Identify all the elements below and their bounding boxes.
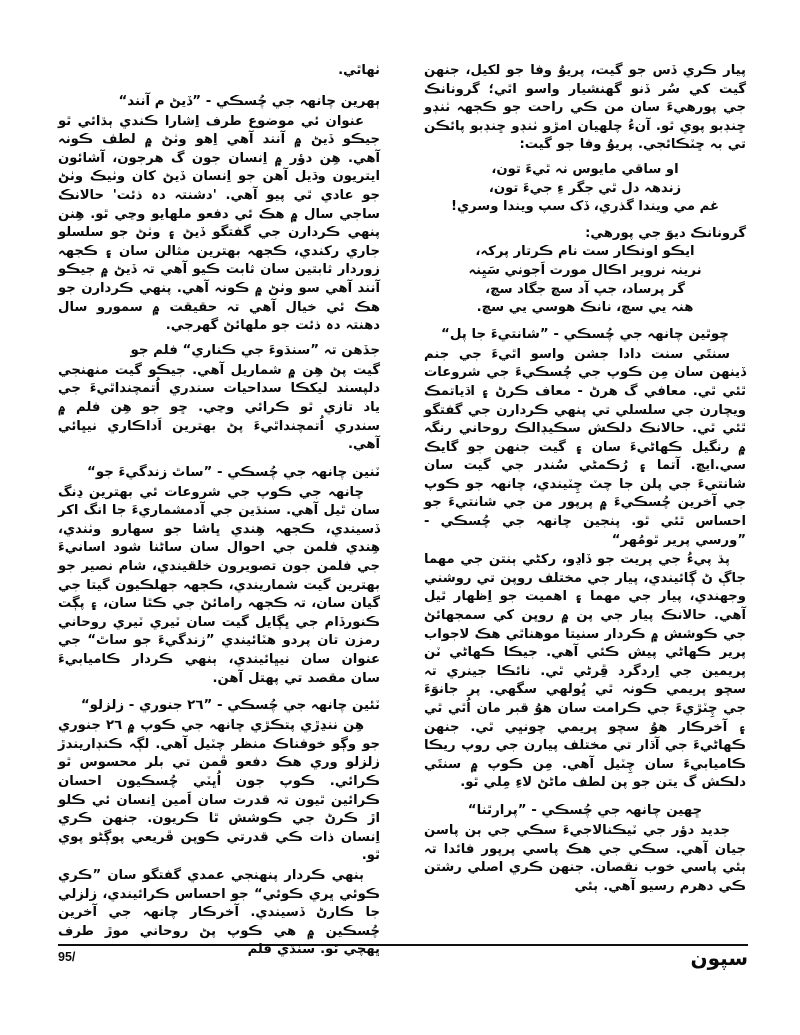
verse-line: غم مي ويندا گذري، ڏک سپ ويندا وسري!	[450, 199, 720, 215]
verse-line: او ساقي مايوس نہ ٿيءَ تون،	[491, 161, 679, 177]
verse-line: زندهہ دل ٿي جگر ءِ جيءَ تون،	[488, 180, 682, 196]
masthead-title: سپون	[690, 946, 748, 970]
right-paragraph-3: چانهہ جي ڪوپ جي شروعات ئي بهترين ڍنگ سان ٿيل آهي. سنڌين جي آدمشماريءَ جا انگ اکر ڏسيندي، ڪجهہ هِندي ڀاشا جو سهارو وٺندي، هِندي فلمن جي احوال سان ساڻنا شود اسانيءَ جي فلمن جون تصويرون خلقيندي، شام نصير جو بهترين گيت شماريندي، ڪجهہ جهلڪيون گيتا جي گيان سان، تہ ڪجهہ رامائڻ جي ڪٿا سان، ۽ پڳت ڪنورڏام جي ڀڳايل گيت سان ٽيري ٽيري روحاني رمزن تان پردو هٽائيندي ”زندگيءَ جو ساٿ“ جي عنوان سان نيڀائيندي، ٻنهي ڪردار ڪاميابيءَ سان مقصد تي پهتل آهن.	[58, 484, 380, 686]
heading-doosrin-chanh-ji-chuski: ٻهرين چانهہ جي چُسڪي - ”ڏيڻ م آنند“	[118, 93, 380, 109]
right-paragraph-0: ٺهاٿي.	[338, 63, 380, 78]
heading-chothin-chanh-ji-chuski: چوٿين چانهہ جي چُسڪي - ”شانتيءَ جا پل“	[441, 326, 729, 342]
heading-26-january-zalzalo: ٽئين چانهہ جي چُسڪي - ”٢٦ جنوري - زلزلو“	[80, 698, 380, 714]
verse-line: ايڪو اونڪار ست نام ڪرتار پرکہ،	[475, 244, 695, 260]
spacer	[424, 318, 746, 320]
left-paragraph-3: پڌ پيءُ جي پريت جو ڏاڍو، رکڻي ٻنتن جي مهما جاڳ ڻ ڳائيندي، پيار جي مختلف روپن تي روشني وجهندي، پيار جي مهما ۽ اهميت جو اِظهار ٿيل آهي. حالانڪ پيار جي پن ۾ روپن کي سمجهائڻ جي ڪوشش ۾ ڪردار سنيتا موهناٿي هڪ لاجواب پرير ڪهاڻي پيش ڪئي آهي. جيڪا ڪهاڻي ٽن پريمين جي اِردگرد ڦِرڻي ٿي. نائڪا جينري تہ سچو پريمي ڪونہ ٿي ڀُولهي سگهي. پر جانوَءَ جي چِٽڙيءَ جي ڪرامت سان هوُ قبر مان اُٿي ٿي ۽ آخرڪار هوُ سچو پريمي چونڀي ٿي. جنهن ڪهاڻيءَ جي آڌار تي مختلف پيارن جي روپ ريڪا ڪاميابيءَ سان چِٽيل آهي. مِن ڪوپ ۾ سنتَي دلڪش گ يتن جو پن لطف ماڻڻ لاءِ مِلي ٿو.	[424, 552, 746, 791]
left-paragraph-2: سنتَي سنت دادا جشن واسو اٿيءَ جي جنم ڏينهن سان مِن ڪوپ جي چُسڪيءَ جي شروعات ٿئي ٿي. معافي گ هرڻ - معاف ڪرڻ ۽ اڌياتمڪ ويچارن جي سلسلي تي پنهي ڪردارن جي گفتگو ٿئي ٿي. حالانڪ دلڪش سڪيڊالڪ روحاني رنگہ ۾ رنگيل ڪهاڻيءَ سان ۽ گيت جنهن جو گايڪ سي.ايڇ. آتما ۽ رُڪمڻي سُندر جي گيت سان شانتيءَ جي پلن جا چٽ چِٽيندي، چانهہ جو ڪوپ جي آخرين چُسڪيءَ ۾ پرپور من جي شانتيءَ جو احساس ٿئي ٿو. پنجين چانهہ جي چُسڪي - ”ورسي پرير ٿومُهر“	[424, 346, 746, 548]
spacer	[58, 456, 380, 458]
verse-line: نرينہ نروير اڪال مورت اَجوني سَيِنہ	[468, 262, 702, 278]
right-paragraph-1: عنوان ئي موضوع طرف اِشارا ڪندي ٻڌائي ٿو جيڪو ڏيڻ ۾ آنند آهي اِهو وٺڻ ۾ لطف ڪونہ آهي. هِن دؤر ۾ اِنسان جون گ هرجون، آشائون ايتريون وڌيل آهن جو اِنسان ڏيڻ کان وٺيڪ وٺڻ جو عادي ٿي پيو آهي. 'دشنتہ دہ ذئت' حالانڪ ساجي سال ۾ هڪ ئي دفعو ملهايو وڃي ٿو. هِنن پنهي ڪردارن جي گفتگو ڏيڻ ۽ وٺڻ جو سلسلو جاري رکندي، ڪجهہ بهترين مثالن سان ۽ ڪجهہ زوردار ثابتين سان ثابت ڪيو آهي تہ ڏيڻ ۾ جيڪو آنند آهي سو وٺڻ ۾ ڪونہ آهي. پنهي ڪردارن جو هڪ ئي خيال آهي تہ حقيقت ۾ سمورو سال دهنتہ دہ ذئت جو ملهائڻ گهرجي.	[58, 113, 380, 334]
page-number: 95/	[58, 950, 76, 964]
verse-line: گر پرساد، جپ آد سچ جگاد سچ،	[485, 281, 685, 297]
heading-saath-zindagi-jo: ٽنين چانهہ جي چُسڪي - ”ساٿ زندگيءَ جو“	[87, 464, 380, 480]
right-paragraph-2: گيت پڻ هِن ۾ شماريل آهي. جيڪو گيت منهنجي دلپسند ليکڪا سداحيات سندري اُتمچنداٿيءَ جي ياد تازي ٿو ڪرائي وڃي. ڇو جو هِن فلم ۾ سندري اُتمچنداٿيءَ پڻ بهترين اَداڪاري نيڀائي آهي.	[58, 362, 380, 453]
heading-chahin-chanh-ji-chuski: ڇهين چانهہ جي چُسڪي - ”پرارٿنا“	[467, 802, 703, 818]
spacer	[58, 689, 380, 691]
footer-divider-secondary	[340, 945, 530, 946]
page-footer	[58, 944, 748, 984]
verse-line: هنہ يي سچ، نانڪ هوسي يي سچ.	[476, 300, 694, 316]
subheading-guru-nanak-dev-ji-porhi: گرونانڪ ديوَ جي پورهي:	[585, 225, 746, 241]
left-paragraph-1: پيار ڪري ڏس جو گيت، پريوُ وفا جو لکيل، جنهن گيت کي سُر ڏنو گهنشيار واسو اٿي؛ گرونانڪ جي پورهيءَ سان من ڪي راحت جو ڪجهہ ٺنڊو ڇنڊبو پوي ٿو. آنءُ چلهيان امڙو ٺنڊو ڇنڊبو پائڪن تي بہ ڇٽڪائجي. پريوُ وفا جو گيت:	[424, 63, 746, 153]
right-paragraph-4: هِن ننڍڙي پتڪڙي چانهہ جي ڪوپ ۾ ٢٦ جنوري جو وڳو خوفناڪ منظر چٽيل آهي. لڳہ ڪنڊاريندڙ زلزلو وري هڪ دفعو ڦمن تي بلر محسوس ٿو ڪرائي. ڪوپ جون اُڀٽي چُسڪيون احسان ڪرائين ٿيون تہ قدرت سان اَمين اِنسان ئي ڪلو اڙ ڪرڻ جي ڪوشش ٿا ڪريون. جنهن ڪري اِنسان ذات ڪي قدرتي ڪوپن ڦريعي پوڳڻو پوي ٿو.	[58, 718, 380, 864]
left-column	[424, 62, 746, 930]
right-paragraph-5: ٻنهي ڪردار پنهنجي عمدي گفتگو سان ”ڪري ڪوئي ڀري ڪوئي“ جو احساس ڪرائيندي، زلزلي جا ڪارڻ ڏسيندي. آخرڪار چانهہ جي آخرين چُسڪين ۾ هي ڪوپ پڻ روحاني موڙ طرف ڀهچي ٿو. سنڌي فلم	[58, 867, 380, 958]
spacer	[424, 217, 746, 222]
heading-sindhu-ji-kinare: جڏهن تہ ”سنڌوءَ جي ڪناري“ فلم جو	[130, 342, 380, 358]
spacer	[58, 82, 380, 87]
left-paragraph-4: جديد دؤر جي ٽيڪنالاجيءَ سڪي جي ٻن پاسن جيان آهي. سڪي جي هڪ پاسي پرپور فائدا تہ ٻئي پاسي خوب نقصان. جنهن ڪري اصلي رشتن ڪي دهرم رسيو آهي. ٻئي	[424, 822, 746, 894]
spacer	[424, 794, 746, 796]
